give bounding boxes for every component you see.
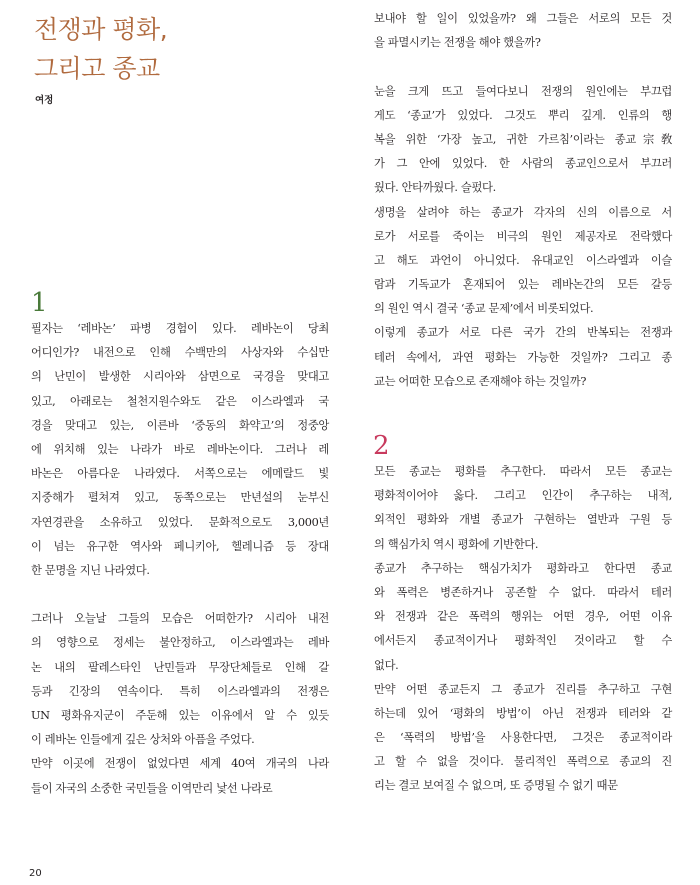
text-line: 외적인 평화와 개별 종교가 구현하는 열반과 구원 등 [374, 513, 672, 527]
title-line-2: 그리고 종교 [34, 54, 160, 83]
article-title [34, 10, 334, 88]
text-line: 평화적이어야 옳다. 그리고 인간이 추구하는 내적, [374, 489, 672, 503]
text-line: 지중해가 펼쳐져 있고, 동쪽으로는 만년설의 눈부신 [31, 491, 329, 505]
paragraph [374, 678, 672, 799]
text-line: 은 ‘폭력의 방법’을 사용한다면, 그것은 종교적이라 [374, 731, 672, 745]
text-line: 모든 종교는 평화를 추구한다. 따라서 모든 종교는 [374, 465, 672, 478]
text-line: 이 넘는 유구한 역사와 페니키아, 헬레니즘 등 장대 [31, 539, 329, 553]
paragraph [31, 607, 329, 752]
text-line: UN 평화유지군이 주둔해 있는 이유에서 알 수 있듯 [31, 709, 329, 722]
text-line: 눈을 크게 뜨고 들여다보니 전쟁의 원인에는 부끄럽 [374, 84, 672, 98]
text-line: 들이 자국의 소중한 국민들을 이역만리 낯선 나라로 [31, 781, 273, 795]
paragraph [374, 201, 672, 322]
text-line: 자연경관을 소유하고 있었다. 문화적으로도 3,000년 [31, 515, 329, 529]
text-line: 만약 어떤 종교든지 그 종교가 진리를 추구하고 구현 [374, 682, 672, 696]
text-line: 교는 어떠한 모습으로 존재해야 하는 것일까? [374, 374, 587, 388]
text-line: 한 문명을 지닌 나라였다. [31, 563, 150, 577]
right-column-body [374, 460, 672, 799]
text-line: 람과 기독교가 혼재되어 있는 레바논간의 모든 갈등 [374, 278, 672, 292]
text-line: 테러 속에서, 과연 평화는 가능한 것일까? 그리고 종 [374, 350, 672, 364]
paragraph-gap [31, 583, 329, 607]
text-line: 어디인가? 내전으로 인해 수백만의 사상자와 수십만 [31, 346, 329, 360]
text-line: 그러나 오늘날 그들의 모습은 어떠한가? 시리아 내전 [31, 612, 329, 626]
text-line: 바논은 아름다운 나라였다. 서쪽으로는 에메랄드 빛 [31, 467, 329, 481]
text-line: 의 원인 역시 결국 ‘종교 문제’에서 비롯되었다. [374, 302, 594, 316]
section-2-number: 2 [373, 431, 390, 461]
paragraph [374, 557, 672, 678]
text-line: 리는 결코 보여질 수 없으며, 또 증명될 수 없기 때문 [374, 779, 618, 793]
left-column-body [31, 317, 329, 801]
text-line: 의 난민이 발생한 시리아와 삼면으로 국경을 맞대고 [31, 370, 329, 384]
text-line: 웠다. 안타까웠다. 슬펐다. [374, 181, 496, 195]
section-1-number: 1 [31, 288, 48, 318]
text-line: 논 내의 팔레스타인 난민들과 무장단체들로 인해 갈 [31, 660, 329, 674]
text-line: 가 그 안에 있었다. 한 사람의 종교인으로서 부끄러 [374, 157, 672, 171]
text-line: 경을 맞대고 있는, 이른바 ‘중동의 화약고’의 정중앙 [31, 418, 329, 432]
text-line: 복을 위한 ‘가장 높고, 귀한 가르침’이라는 종교宗敎 [374, 132, 672, 146]
paragraph [374, 7, 672, 55]
text-line: 보내야 할 일이 있었을까? 왜 그들은 서로의 모든 것 [374, 12, 672, 25]
text-line: 생명을 살려야 하는 종교가 각자의 신의 이름으로 서 [374, 205, 672, 219]
right-column-intro [374, 7, 672, 394]
page-number: 20 [29, 868, 42, 879]
paragraph [374, 321, 672, 394]
text-line: 와 전쟁과 같은 폭력의 행위는 어떤 경우, 어떤 이유 [374, 610, 672, 624]
title-line-1: 전쟁과 평화, [34, 15, 168, 44]
text-line: 없다. [374, 658, 399, 672]
text-line: 종교가 추구하는 핵심가치가 평화라고 한다면 종교 [374, 561, 672, 575]
text-line: 의 핵심가치 역시 평화에 기반한다. [374, 537, 539, 551]
paragraph [374, 460, 672, 557]
text-line: 하는데 있어 ‘평화의 방법’이 아닌 전쟁과 테러와 같 [374, 706, 672, 720]
paragraph [374, 80, 672, 201]
text-line: 이렇게 종교가 서로 다른 국가 간의 반복되는 전쟁과 [374, 326, 672, 340]
text-line: 을 파멸시키는 전쟁을 해야 했을까? [374, 36, 541, 50]
author-name: 여정 [35, 95, 54, 106]
text-line: 와 폭력은 병존하거나 공존할 수 없다. 따라서 테러 [374, 585, 672, 599]
text-line: 의 영향으로 정세는 불안정하고, 이스라엘과는 레바 [31, 636, 329, 650]
paragraph [31, 317, 329, 583]
text-line: 로가 서로를 죽이는 비극의 원인 제공자로 전락했다 [374, 229, 672, 243]
text-line: 만약 이곳에 전쟁이 없었다면 세계 40여 개국의 나라 [31, 757, 329, 771]
text-line: 등과 긴장의 연속이다. 특히 이스라엘과의 전쟁은 [31, 684, 329, 698]
text-line: 에서든지 종교적이거나 평화적인 것이라고 할 수 [374, 634, 672, 648]
paragraph [31, 752, 329, 800]
text-line: 필자는 ‘레바논’ 파병 경험이 있다. 레바논이 당최 [31, 322, 329, 335]
text-line: 있고, 아래로는 철천지원수와도 같은 이스라엘과 국 [31, 394, 329, 408]
text-line: 고 할 수 없을 것이다. 물리적인 폭력으로 종교의 진 [374, 755, 672, 769]
text-line: 고 해도 과언이 아니었다. 유대교인 이스라엘과 이슬 [374, 253, 672, 267]
text-line: 이 레바논 인들에게 깊은 상처와 아픔을 주었다. [31, 733, 255, 747]
text-line: 에 위치해 있는 나라가 바로 레바논이다. 그러나 레 [31, 442, 329, 456]
paragraph-gap [374, 55, 672, 79]
text-line: 게도 ‘종교’가 있었다. 그것도 뿌리 깊게. 인류의 행 [374, 108, 672, 122]
